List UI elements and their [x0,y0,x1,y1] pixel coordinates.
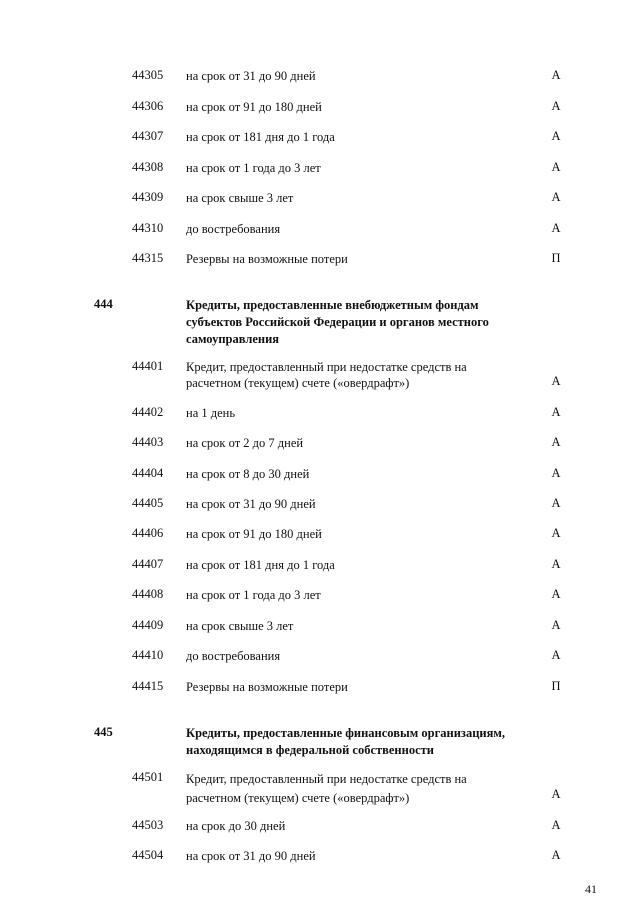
account-code: 44410 [132,648,164,662]
account-type: А [551,496,561,510]
account-description: на срок от 8 до 30 дней [186,467,310,481]
account-description: на срок от 1 года до 3 лет [186,161,321,175]
account-description: на срок свыше 3 лет [186,619,294,633]
account-code: 44409 [132,618,164,632]
section-title: Кредиты, предоставленные внебюджетным фондам субъектов Российской Федерации и органов местного самоуправления [186,298,489,346]
account-description: Резервы на возможные потери [186,680,348,694]
account-code: 44306 [132,99,164,113]
account-code: 44404 [132,466,164,480]
account-type: А [551,68,561,82]
account-code: 44307 [132,129,164,143]
account-type: П [551,679,561,693]
account-description: на срок от 31 до 90 дней [186,497,316,511]
account-type: А [551,618,561,632]
account-description: на срок от 181 дня до 1 года [186,558,335,572]
account-description: Кредит, предоставленный при недостатке средств на расчетном (текущем) счете («овердрафт») [186,360,467,390]
account-type: А [551,405,561,419]
account-type: А [551,190,561,204]
account-code: 44308 [132,160,164,174]
account-type: А [551,374,561,388]
account-description: на срок от 31 до 90 дней [186,69,316,83]
account-code: 44504 [132,848,164,862]
account-code: 44309 [132,190,164,204]
account-type: А [551,129,561,143]
account-type: А [551,435,561,449]
account-type: А [551,526,561,540]
account-code: 44503 [132,818,164,832]
account-code: 44405 [132,496,164,510]
account-description: на срок до 30 дней [186,819,286,833]
account-code: 44310 [132,221,164,235]
account-code: 44305 [132,68,164,82]
account-code: 44415 [132,679,164,693]
account-type: П [551,251,561,265]
account-type: А [551,848,561,862]
account-description: на срок свыше 3 лет [186,191,294,205]
account-code: 44315 [132,251,164,265]
account-type: А [551,648,561,662]
account-description: Кредит, предоставленный при недостатке средств на расчетном (текущем) счете («овердрафт») [186,772,467,805]
account-code: 44401 [132,359,164,373]
account-description: на срок от 2 до 7 дней [186,436,304,450]
account-description: до востребования [186,222,281,236]
account-type: А [551,557,561,571]
account-description: на срок от 31 до 90 дней [186,849,316,863]
account-code: 44402 [132,405,164,419]
account-type: А [551,160,561,174]
section-code: 444 [94,297,113,311]
section-title: Кредиты, предоставленные финансовым организациям, находящимся в федеральной собственности [186,726,506,757]
account-code: 44501 [132,770,164,784]
account-type: А [551,221,561,235]
account-code: 44408 [132,587,164,601]
account-description: Резервы на возможные потери [186,252,348,266]
section-code: 445 [94,725,113,739]
account-description: на срок от 91 до 180 дней [186,527,322,541]
account-type: А [551,787,561,801]
account-type: А [551,466,561,480]
account-code: 44407 [132,557,164,571]
account-code: 44406 [132,526,164,540]
account-description: до востребования [186,649,281,663]
account-description: на срок от 181 дня до 1 года [186,130,335,144]
account-description: на срок от 91 до 180 дней [186,100,322,114]
account-type: А [551,587,561,601]
account-description: на срок от 1 года до 3 лет [186,588,321,602]
account-code: 44403 [132,435,164,449]
account-type: А [551,818,561,832]
page-number: 41 [585,882,597,896]
account-description: на 1 день [186,406,236,420]
account-type: А [551,99,561,113]
